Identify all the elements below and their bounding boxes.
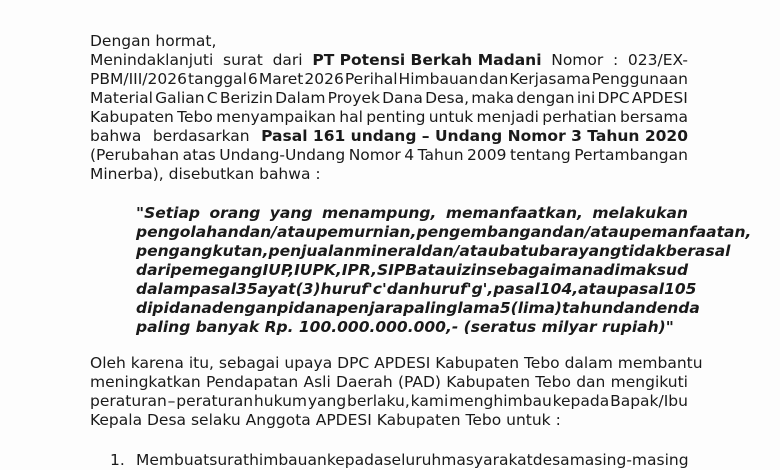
word: kepada bbox=[552, 392, 610, 410]
word: surat bbox=[209, 451, 250, 469]
greeting: Dengan hormat, bbox=[90, 32, 217, 50]
word: 'c' bbox=[368, 280, 387, 298]
word: yang bbox=[307, 392, 347, 410]
word: kami bbox=[410, 392, 449, 410]
word: menyampaikan bbox=[216, 108, 336, 126]
word: pemurnian, bbox=[316, 223, 417, 241]
word: pemegang bbox=[170, 261, 263, 279]
word: IUPK, bbox=[294, 261, 342, 279]
word: mineral bbox=[354, 242, 422, 260]
word: hukum bbox=[253, 392, 307, 410]
word: (Perubahan bbox=[90, 146, 180, 164]
word: DPC bbox=[597, 89, 630, 107]
word: menjadi bbox=[476, 108, 539, 126]
word: melakukan bbox=[592, 204, 688, 222]
word: Material bbox=[90, 89, 153, 107]
word: Pasal 161 undang – Undang Nomor 3 Tahun 2020 bbox=[261, 127, 688, 145]
word: APDESI bbox=[631, 89, 688, 107]
legal-quote-line bbox=[136, 204, 688, 223]
word: Galian bbox=[155, 89, 205, 107]
word: Tebo bbox=[177, 108, 213, 126]
paragraph-intro-line bbox=[90, 70, 688, 89]
word: penting bbox=[366, 108, 426, 126]
legal-quote-last-line: paling banyak Rp. 100.000.000.000,- (seratus milyar rupiah)" bbox=[136, 318, 674, 336]
word: pengangkutan, bbox=[136, 242, 269, 260]
word: Kabupaten bbox=[90, 108, 174, 126]
word: dengan bbox=[211, 299, 278, 317]
word: (3) bbox=[295, 280, 321, 298]
word: dan bbox=[613, 299, 646, 317]
word: dengan bbox=[516, 89, 575, 107]
word: kepada bbox=[326, 451, 384, 469]
word: dan bbox=[576, 373, 606, 391]
word: berdasarkan bbox=[152, 127, 250, 145]
legal-quote-line bbox=[136, 223, 752, 242]
word: dan bbox=[386, 280, 420, 298]
paragraph-appeal-line bbox=[90, 392, 688, 411]
word: berasal bbox=[665, 242, 731, 260]
paragraph-intro-line bbox=[90, 89, 688, 108]
word: bersama bbox=[620, 108, 688, 126]
word: seluruh bbox=[383, 451, 442, 469]
word: ayat bbox=[257, 280, 296, 298]
word: Penggunaan bbox=[591, 70, 688, 88]
word: Pertambangan bbox=[574, 146, 688, 164]
word: desa bbox=[532, 451, 570, 469]
word: dipidana bbox=[136, 299, 212, 317]
word: SIPB bbox=[376, 261, 418, 279]
word: sebagaimana bbox=[487, 261, 604, 279]
word: tahun bbox=[562, 299, 613, 317]
word: Nomor bbox=[551, 51, 604, 69]
word: atau bbox=[417, 261, 457, 279]
word: Himbauan bbox=[398, 70, 479, 88]
word: mengikuti bbox=[610, 373, 688, 391]
paragraph-intro-line bbox=[90, 127, 688, 146]
word: berlaku, bbox=[347, 392, 410, 410]
word: Kabupaten bbox=[446, 373, 531, 391]
word: pasal bbox=[617, 280, 665, 298]
paragraph-intro-line bbox=[90, 146, 688, 165]
word: IUP, bbox=[262, 261, 295, 279]
word: C bbox=[206, 89, 218, 107]
word: 105 bbox=[664, 280, 697, 298]
word: dan/atau bbox=[421, 242, 499, 260]
word: himbauan bbox=[249, 451, 327, 469]
legal-quote-line bbox=[136, 280, 697, 299]
word: hal bbox=[339, 108, 363, 126]
word: dari bbox=[136, 261, 171, 279]
word: huruf bbox=[320, 280, 369, 298]
word: lama bbox=[457, 299, 500, 317]
paragraph-appeal-line bbox=[90, 373, 688, 392]
word: tentang bbox=[510, 146, 571, 164]
word: PBM/III/2026 bbox=[90, 70, 187, 88]
word: 023/EX- bbox=[627, 51, 688, 69]
word: masyarakat bbox=[441, 451, 533, 469]
word: Tebo bbox=[535, 373, 571, 391]
word: "Setiap bbox=[136, 204, 201, 222]
word: penjualan bbox=[268, 242, 355, 260]
word: pengembangan bbox=[416, 223, 553, 241]
word: dimaksud bbox=[603, 261, 689, 279]
word: untuk bbox=[428, 108, 474, 126]
word: pasal bbox=[493, 280, 540, 298]
word: 2026 bbox=[304, 70, 344, 88]
word: Membuat bbox=[136, 451, 210, 469]
word: pidana bbox=[277, 299, 337, 317]
list-number: 1. bbox=[110, 451, 125, 469]
word: 104, bbox=[539, 280, 579, 298]
word: Nomor bbox=[348, 146, 401, 164]
word: (lima) bbox=[510, 299, 563, 317]
word: Undang-Undang bbox=[219, 146, 346, 164]
word: menampung, bbox=[321, 204, 437, 222]
word: dan bbox=[479, 70, 509, 88]
word: peraturan bbox=[90, 392, 167, 410]
legal-quote-line bbox=[136, 242, 731, 261]
word: dan/atau bbox=[238, 223, 317, 241]
word: atau bbox=[578, 280, 618, 298]
word: Perihal bbox=[344, 70, 398, 88]
word: Dalam bbox=[275, 89, 326, 107]
word: Menindaklanjuti bbox=[90, 51, 214, 69]
word: – bbox=[167, 392, 176, 410]
word: Daerah bbox=[336, 373, 393, 391]
word: bahwa bbox=[90, 127, 142, 145]
word: Proyek bbox=[327, 89, 380, 107]
word: pasal bbox=[189, 280, 237, 298]
word: atas bbox=[182, 146, 216, 164]
word: peraturan bbox=[176, 392, 254, 410]
word: Tahun bbox=[417, 146, 464, 164]
list-item-text bbox=[136, 451, 688, 470]
word: paling bbox=[403, 299, 458, 317]
word: yang bbox=[578, 242, 622, 260]
word: maka bbox=[471, 89, 515, 107]
word: Asli bbox=[303, 373, 331, 391]
word: ini bbox=[576, 89, 596, 107]
word: Bapak/Ibu bbox=[610, 392, 688, 410]
legal-quote-line bbox=[136, 299, 700, 318]
word: Desa, bbox=[425, 89, 470, 107]
word: memanfaatkan, bbox=[445, 204, 583, 222]
word: masing-masing bbox=[569, 451, 689, 469]
word: denda bbox=[645, 299, 700, 317]
word: Berizin bbox=[219, 89, 273, 107]
word: Kerjasama bbox=[509, 70, 591, 88]
word: orang bbox=[209, 204, 261, 222]
word: 2009 bbox=[467, 146, 507, 164]
word: meningkatkan bbox=[90, 373, 201, 391]
word: pemanfaatan, bbox=[629, 223, 752, 241]
word: IPR, bbox=[341, 261, 377, 279]
word: tanggal bbox=[188, 70, 247, 88]
word: : bbox=[612, 51, 619, 69]
paragraph-intro-line bbox=[90, 51, 688, 70]
paragraph-intro-line bbox=[90, 108, 688, 127]
word: (PAD) bbox=[397, 373, 441, 391]
word: 35 bbox=[236, 280, 258, 298]
word: 6 bbox=[247, 70, 258, 88]
word: izin bbox=[456, 261, 488, 279]
word: 4 bbox=[404, 146, 415, 164]
word: penjara bbox=[336, 299, 404, 317]
paragraph-intro-last-line: Minerba), disebutkan bahwa : bbox=[90, 165, 321, 183]
word: huruf bbox=[419, 280, 467, 298]
word: surat bbox=[223, 51, 263, 69]
word: batubara bbox=[498, 242, 579, 260]
word: pengolahan bbox=[136, 223, 239, 241]
word: Maret bbox=[258, 70, 304, 88]
word: Pendapatan bbox=[205, 373, 299, 391]
word: menghimbau bbox=[449, 392, 552, 410]
word: tidak bbox=[621, 242, 666, 260]
word: 5 bbox=[499, 299, 511, 317]
word: PT Potensi Berkah Madani bbox=[312, 51, 542, 69]
word: 'g', bbox=[466, 280, 494, 298]
word: dalam bbox=[136, 280, 190, 298]
word: yang bbox=[269, 204, 313, 222]
word: perhatian bbox=[542, 108, 617, 126]
paragraph-appeal-last-line: Kepala Desa selaku Anggota APDESI Kabupaten Tebo untuk : bbox=[90, 411, 561, 429]
word: dari bbox=[272, 51, 303, 69]
paragraph-appeal-first-line: Oleh karena itu, sebagai upaya DPC APDESI Kabupaten Tebo dalam membantu bbox=[90, 354, 703, 372]
word: dan/atau bbox=[552, 223, 630, 241]
legal-quote-line bbox=[136, 261, 688, 280]
word: Dana bbox=[382, 89, 423, 107]
